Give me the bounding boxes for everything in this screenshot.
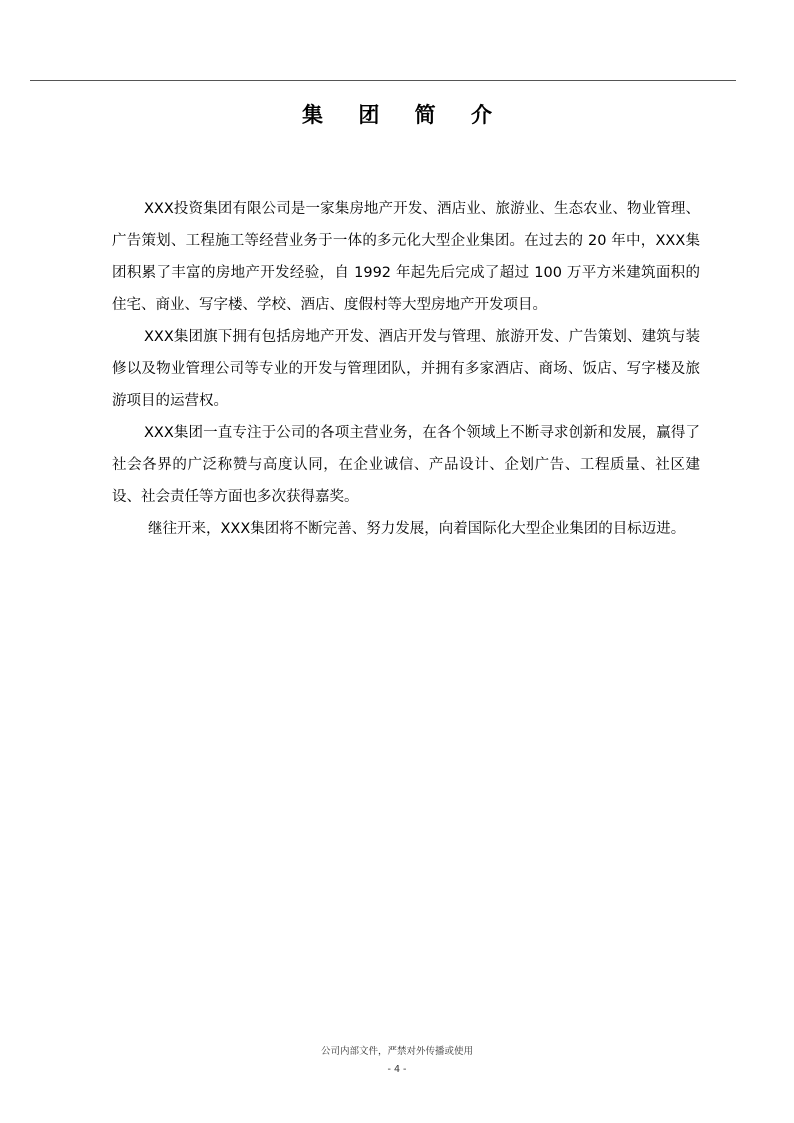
paragraph-intro: XXX投资集团有限公司是一家集房地产开发、酒店业、旅游业、生态农业、物业管理、广告策划、工程施工等经营业务于一体的多元化大型企业集团。在过去的 20 年中，XXX集团积累了丰富的房地产开发经验，自 1992 年起先后完成了超过 100 万平方米建筑面积的住宅、商业、写字楼、学校、酒店、度假村等大型房地产开发项目。 <box>112 201 700 313</box>
paragraph-focus: XXX集团一直专注于公司的各项主营业务，在各个领域上不断寻求创新和发展，赢得了社会各界的广泛称赞与高度认同，在企业诚信、产品设计、企划广告、工程质量、社区建设、社会责任等方面也多次获得嘉奖。 <box>112 425 700 505</box>
body-content <box>112 193 700 545</box>
paragraph-outlook: 继往开来，XXX集团将不断完善、努力发展，向着国际化大型企业集团的目标迈进。 <box>148 521 686 537</box>
paragraph-teams: XXX集团旗下拥有包括房地产开发、酒店开发与管理、旅游开发、广告策划、建筑与装修以及物业管理公司等专业的开发与管理团队，并拥有多家酒店、商场、饭店、写字楼及旅游项目的运营权。 <box>112 329 700 409</box>
footer-confidential-notice: 公司内部文件，严禁对外传播或使用 <box>320 1046 473 1057</box>
page-title: 集 团 简 介 <box>302 103 506 127</box>
page-number: - 4 - <box>387 1064 407 1075</box>
header-rule <box>30 80 736 81</box>
